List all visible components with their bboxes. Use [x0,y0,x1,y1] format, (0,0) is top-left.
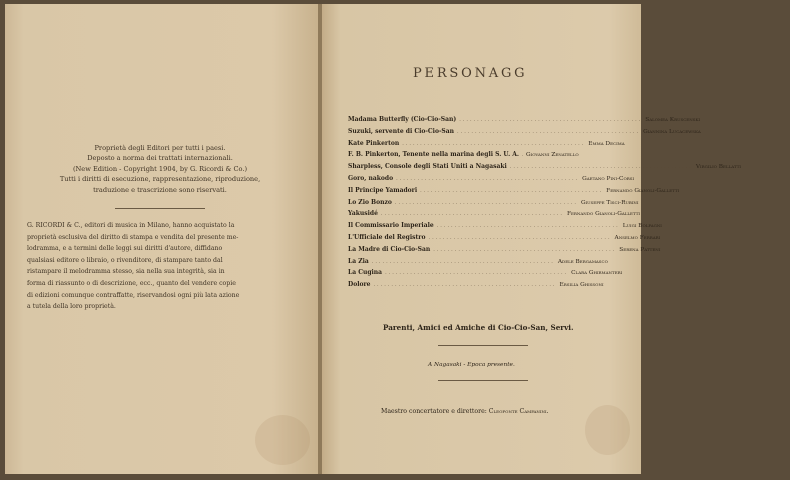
rights-line: (New Edition - Copyright 1904, by G. Ricordi & Co.) [72,164,248,173]
rights-line: Tutti i diritti di esecuzione, rappresentazione, riproduzione, [59,175,261,184]
notice-line: di edizioni comunque contraffatte, riservandosi ogni più lata azione [27,291,240,299]
singer-name: Fernando Gianoli-Galletti [606,187,680,194]
leader-dots: ................................................... [380,211,564,218]
role-name: Yakusidé [348,210,378,218]
role-name: La Madre di Cio-Cio-San [348,245,431,253]
divider [115,208,205,209]
leader-dots: ................................................... [394,199,578,206]
paper-stain [255,415,310,465]
role-name: Il Commissario Imperiale [348,222,434,230]
cast-row [348,174,635,187]
role-name: Il Principe Yamadori [348,186,418,194]
cast-row [348,245,661,258]
singer-name: Ersilia Ghissoni [559,282,604,289]
cast-row [348,233,661,246]
singer-name: Fernando Gianoli-Galletti [566,211,640,218]
leader-dots: ................................................... [457,128,641,135]
cast-list [348,116,741,293]
role-name: Madama Butterfly (Cio-Cio-San) [348,116,457,123]
role-name: L'Ufficiale del Registro [348,233,426,241]
notice-line: qualsiasi editore o libraio, o rivenditore, di stampare tanto dal [27,256,223,264]
notice-line: a tutela della loro proprietà. [27,303,116,311]
singer-name: Anselmo Ferrari [614,234,661,241]
singer-name: Gaetano Pini-Corsi [582,175,635,182]
singer-name: Giuseppe Tisci-Rubini [580,199,639,206]
rights-statement [30,143,290,195]
notice-line: lodramma, e a termini delle leggi sui diritti d'autore, diffidano [27,245,223,253]
cast-row [348,163,741,175]
page-title: PERSONAGG [413,66,528,81]
rights-line: traduzione e trascrizione sono riservati. [93,185,227,194]
notice-line: proprietà esclusiva del diritto di stampa e vendita del presente me- [27,233,239,241]
cast-row [348,139,625,152]
singer-name: Serena Patteni [619,246,661,253]
cast-row [348,222,662,234]
role-name: Suzuki, servente di Cio-Cio-San [348,127,455,135]
role-name: Dolore [348,281,371,289]
singer-name: Virgilio Bellatti [695,164,741,171]
cast-row [348,186,680,199]
leader-dots: ................................................... [371,258,555,265]
leader-dots: ................................................... [428,234,612,241]
cast-row [348,269,623,281]
role-name: Kate Pinkerton [348,139,400,147]
singer-name: Giannina Lucacewska [643,128,701,135]
cast-row [348,210,640,222]
singer-name: Adele Bergamasco [557,258,608,265]
leader-dots: ................................................... [436,223,620,230]
conductor-name: Cleofonte Campanini. [488,408,549,415]
rights-line: Proprietà degli Editori per tutti i paesi. [94,144,226,152]
rights-line: Deposto a norma dei trattati internazionali. [87,154,233,163]
chorus-line: Parenti, Amici ed Amiche di Cio-Cio-San, Servi. [383,323,574,332]
divider [438,380,528,381]
leader-dots: ................................................... [396,175,580,182]
notice-line: forma di riassunto o di descrizione, ecc., quanto del vendere copie [27,279,236,287]
cast-row [348,198,639,211]
role-name: Sharpless, Console degli Stati Uniti a Nagasaki [348,163,507,171]
leader-dots: ................................................... [385,270,569,277]
setting-line: A Nagasaki - Epoca presente. [428,362,515,368]
singer-name: Clara Ghirmanteri [571,270,623,277]
cast-row [348,116,701,128]
leader-dots: ................................................... [433,246,617,253]
conductor-prefix: Maestro concertatore e direttore: [381,408,487,415]
singer-name: Emma Decima [588,140,625,147]
publisher-notice [27,220,295,313]
role-name: Lo Zio Bonzo [348,198,392,206]
leader-dots: ................................................... [373,282,557,289]
singer-name: Luigi Bolpagni [622,223,662,230]
leader-dots [522,152,523,158]
leader-dots: ................................................... [509,164,693,171]
role-name: La Zia [348,257,369,265]
role-name: La Cugina [348,269,383,277]
leader-dots: ................................................... [402,140,586,147]
paper-stain [585,405,630,455]
cast-row [348,151,620,163]
notice-line: G. RICORDI & C., editori di musica in Milano, hanno acquistato la [27,222,235,229]
leader-dots: ................................................... [420,187,604,194]
singer-name: Giovanni Zenatello [526,152,579,159]
role-name: Goro, nakodo [348,174,394,182]
leader-dots: ................................................... [459,117,643,123]
role-name: F. B. Pinkerton, Tenente nella marina degli S. U. A. [348,151,519,159]
cast-row [348,127,701,140]
singer-name: Salomea Kruscenski [645,117,701,123]
conductor-line [381,408,549,415]
divider [438,345,528,346]
cast-row [348,258,620,270]
cast-row [348,281,620,293]
book-gutter [318,4,322,474]
notice-line: ristampare il melodramma stesso, sia nella sua integrità, sia in [27,268,225,276]
